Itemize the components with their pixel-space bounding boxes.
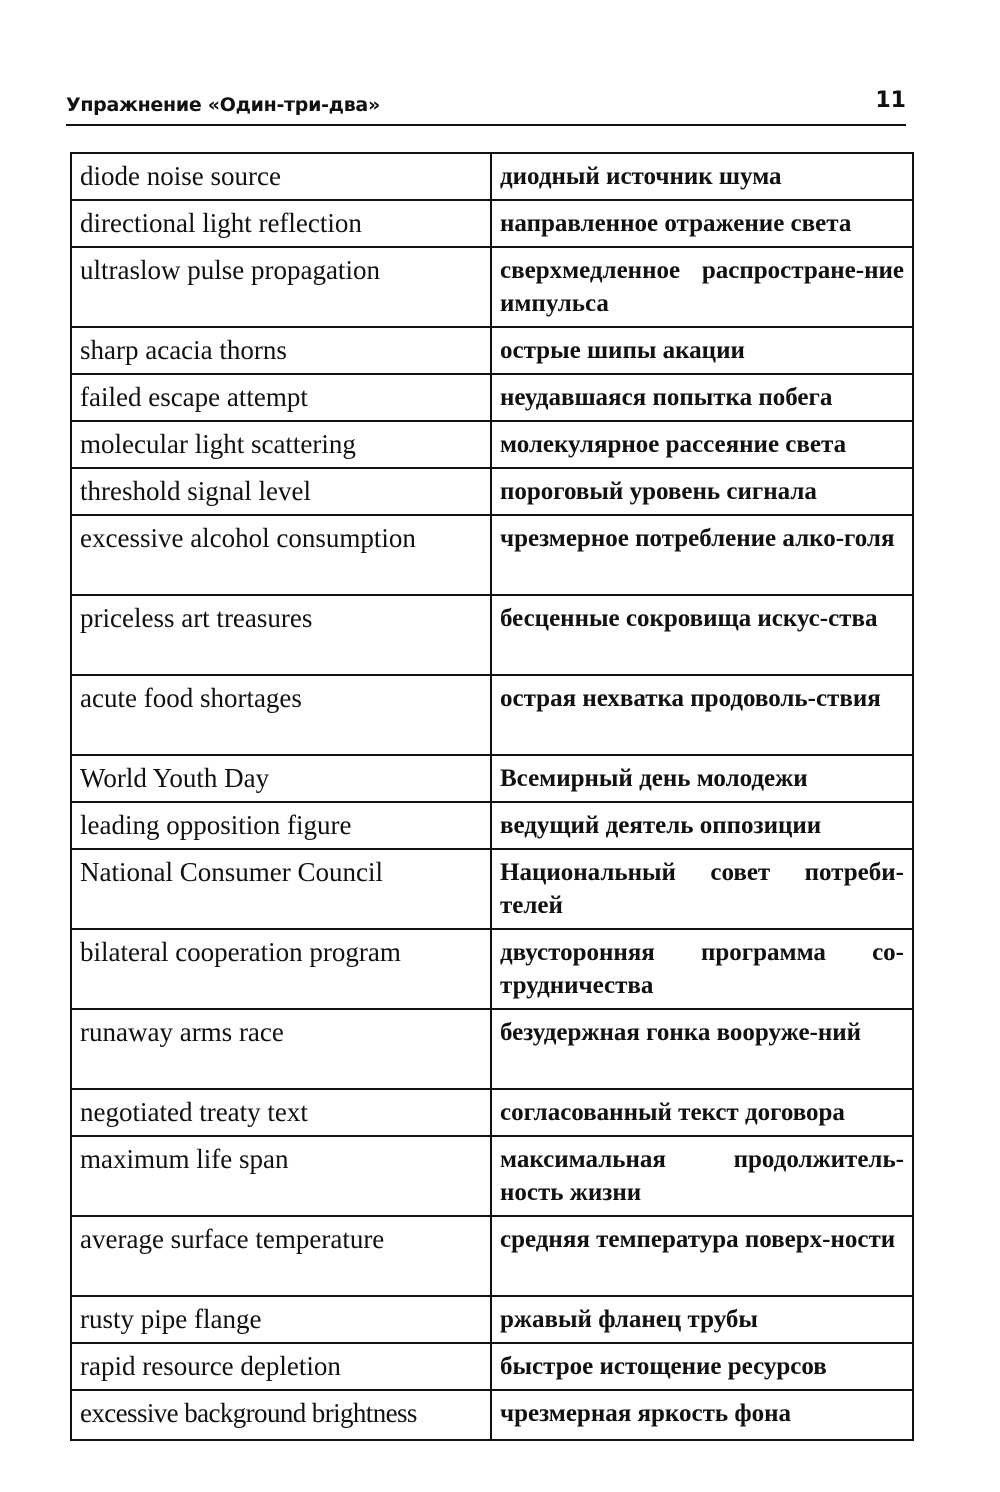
glossary-table bbox=[70, 152, 914, 1441]
english-term: sharp acacia thorns bbox=[71, 327, 491, 374]
page-number: 11 bbox=[875, 88, 906, 113]
russian-term: молекулярное рассеяние света bbox=[491, 421, 913, 468]
chapter-title: Упражнение «Один-три-два» bbox=[66, 94, 380, 116]
russian-term: быстрое истощение ресурсов bbox=[491, 1343, 913, 1390]
table-row bbox=[71, 421, 913, 468]
russian-term: сверхмедленное распростране-ние импульса bbox=[491, 247, 913, 327]
russian-term: неудавшаяся попытка побега bbox=[491, 374, 913, 421]
table-row bbox=[71, 755, 913, 802]
table-row bbox=[71, 200, 913, 247]
english-term: leading opposition figure bbox=[71, 802, 491, 849]
russian-term: средняя температура поверх-ности bbox=[491, 1216, 913, 1296]
english-term: excessive alcohol consumption bbox=[71, 515, 491, 595]
english-term: maximum life span bbox=[71, 1136, 491, 1216]
table-row bbox=[71, 468, 913, 515]
english-term: runaway arms race bbox=[71, 1009, 491, 1089]
english-term: rusty pipe flange bbox=[71, 1296, 491, 1343]
table-row bbox=[71, 1089, 913, 1136]
table-row bbox=[71, 1296, 913, 1343]
russian-term: Всемирный день молодежи bbox=[491, 755, 913, 802]
russian-term: чрезмерная яркость фона bbox=[491, 1390, 913, 1440]
russian-term: острая нехватка продоволь-ствия bbox=[491, 675, 913, 755]
table-row bbox=[71, 1343, 913, 1390]
table-row bbox=[71, 929, 913, 1009]
table-row bbox=[71, 1390, 913, 1440]
english-term: diode noise source bbox=[71, 153, 491, 200]
english-term: threshold signal level bbox=[71, 468, 491, 515]
english-term: priceless art treasures bbox=[71, 595, 491, 675]
english-term: directional light reflection bbox=[71, 200, 491, 247]
running-head bbox=[66, 88, 906, 126]
russian-term: пороговый уровень сигнала bbox=[491, 468, 913, 515]
english-term: ultraslow pulse propagation bbox=[71, 247, 491, 327]
russian-term: ржавый фланец трубы bbox=[491, 1296, 913, 1343]
russian-term: максимальная продолжитель-ность жизни bbox=[491, 1136, 913, 1216]
table-row bbox=[71, 1136, 913, 1216]
table-row bbox=[71, 675, 913, 755]
table-row bbox=[71, 1216, 913, 1296]
table-row bbox=[71, 595, 913, 675]
russian-term: ведущий деятель оппозиции bbox=[491, 802, 913, 849]
russian-term: безудержная гонка вооруже-ний bbox=[491, 1009, 913, 1089]
english-term: failed escape attempt bbox=[71, 374, 491, 421]
russian-term: двусторонняя программа со-трудничества bbox=[491, 929, 913, 1009]
table-row bbox=[71, 153, 913, 200]
english-term: rapid resource depletion bbox=[71, 1343, 491, 1390]
english-term: World Youth Day bbox=[71, 755, 491, 802]
english-term: average surface temperature bbox=[71, 1216, 491, 1296]
russian-term: бесценные сокровища искус-ства bbox=[491, 595, 913, 675]
table-row bbox=[71, 515, 913, 595]
table-row bbox=[71, 1009, 913, 1089]
table-row bbox=[71, 849, 913, 929]
table-row bbox=[71, 374, 913, 421]
english-term: negotiated treaty text bbox=[71, 1089, 491, 1136]
table-row bbox=[71, 247, 913, 327]
russian-term: чрезмерное потребление алко-голя bbox=[491, 515, 913, 595]
english-term: National Consumer Council bbox=[71, 849, 491, 929]
english-term: bilateral cooperation program bbox=[71, 929, 491, 1009]
russian-term: диодный источник шума bbox=[491, 153, 913, 200]
table-row bbox=[71, 802, 913, 849]
table-row bbox=[71, 327, 913, 374]
russian-term: острые шипы акации bbox=[491, 327, 913, 374]
russian-term: согласованный текст договора bbox=[491, 1089, 913, 1136]
english-term: excessive background brightness bbox=[71, 1390, 491, 1440]
russian-term: направленное отражение света bbox=[491, 200, 913, 247]
russian-term: Национальный совет потреби-телей bbox=[491, 849, 913, 929]
english-term: molecular light scattering bbox=[71, 421, 491, 468]
english-term: acute food shortages bbox=[71, 675, 491, 755]
